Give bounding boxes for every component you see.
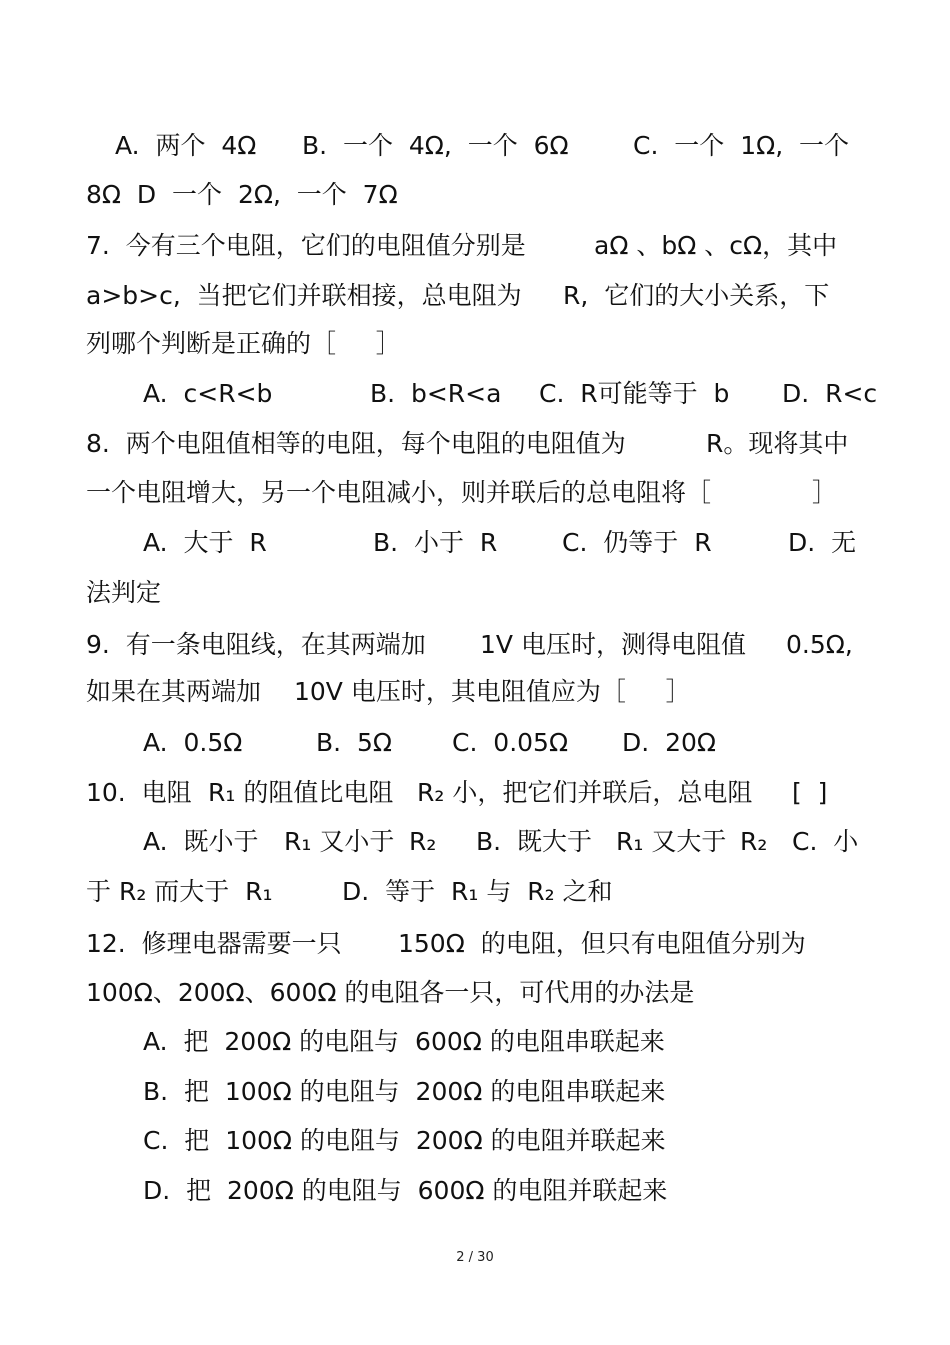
text-segment: D. 20Ω — [622, 728, 717, 757]
text-segment: A. 既小于 — [143, 827, 259, 856]
text-segment: 7. 今有三个电阻，它们的电阻值分别是 — [86, 231, 526, 260]
text-segment: B. 一个 4Ω, 一个 6Ω — [302, 131, 569, 160]
question-9-line — [0, 625, 950, 665]
text-segment: B. 既大于 — [476, 827, 592, 856]
text-segment: C. 一个 1Ω, 一个 — [633, 131, 850, 160]
text-segment: A. c<R<b — [143, 379, 273, 408]
text-segment: 0.5Ω, — [786, 630, 853, 659]
text-segment: 1V 电压时，测得电阻值 — [480, 630, 746, 659]
text-line — [0, 973, 950, 1013]
text-line — [0, 672, 950, 712]
text-segment: 9. 有一条电阻线，在其两端加 — [86, 630, 426, 659]
text-segment: D. 无 — [788, 528, 857, 557]
text-segment: ］ — [812, 478, 838, 507]
text-segment: 10V 电压时，其电阻值应为［ ］ — [294, 677, 691, 706]
text-line — [0, 473, 950, 513]
options-line — [0, 723, 950, 763]
text-segment: A. 把 200Ω 的电阻与 600Ω 的电阻串联起来 — [143, 1027, 665, 1056]
text-segment: 法判定 — [86, 578, 162, 607]
text-line — [0, 276, 950, 316]
text-line — [0, 872, 950, 912]
text-segment: 100Ω、200Ω、600Ω 的电阻各一只，可代用的办法是 — [86, 978, 695, 1007]
text-line — [0, 175, 950, 215]
text-segment: a>b>c, 当把它们并联相接，总电阻为 — [86, 281, 522, 310]
options-line — [0, 523, 950, 563]
text-line — [0, 126, 950, 166]
text-segment: B. 5Ω — [316, 728, 393, 757]
text-segment: B. 小于 R — [373, 528, 498, 557]
text-segment: R。现将其中 — [706, 429, 849, 458]
text-segment: 150Ω 的电阻，但只有电阻值分别为 — [398, 929, 806, 958]
text-segment: R₂ 小，把它们并联后，总电阻 — [417, 778, 753, 807]
options-line — [0, 374, 950, 414]
page-number: 2 / 30 — [456, 1250, 494, 1265]
text-line — [0, 573, 950, 613]
option-line — [0, 1121, 950, 1161]
text-segment: R, 它们的大小关系，下 — [563, 281, 830, 310]
text-segment: C. 0.05Ω — [452, 728, 569, 757]
text-segment: 12. 修理电器需要一只 — [86, 929, 342, 958]
text-segment: D. 等于 R₁ 与 R₂ 之和 — [342, 877, 613, 906]
text-segment: R₂ — [409, 827, 437, 856]
text-segment: A. 两个 4Ω — [115, 131, 257, 160]
text-segment: A. 大于 R — [143, 528, 267, 557]
text-segment: C. 把 100Ω 的电阻与 200Ω 的电阻并联起来 — [143, 1126, 666, 1155]
text-segment: 列哪个判断是正确的［ ］ — [86, 329, 401, 358]
question-10-line — [0, 773, 950, 813]
text-segment: 如果在其两端加 — [86, 677, 262, 706]
text-segment: B. 把 100Ω 的电阻与 200Ω 的电阻串联起来 — [143, 1077, 666, 1106]
text-segment: D. R<c — [782, 379, 878, 408]
text-line — [0, 324, 950, 364]
text-segment: B. b<R<a — [370, 379, 502, 408]
text-segment: 8. 两个电阻值相等的电阻，每个电阻的电阻值为 — [86, 429, 626, 458]
text-segment: aΩ 、bΩ 、cΩ，其中 — [594, 231, 838, 260]
text-segment: D. 把 200Ω 的电阻与 600Ω 的电阻并联起来 — [143, 1176, 668, 1205]
option-line — [0, 1072, 950, 1112]
question-8-line — [0, 424, 950, 464]
option-line — [0, 1022, 950, 1062]
text-segment: A. 0.5Ω — [143, 728, 243, 757]
text-segment: 于 R₂ 而大于 R₁ — [86, 877, 273, 906]
text-segment: 10. 电阻 — [86, 778, 192, 807]
question-12-line — [0, 924, 950, 964]
question-7-line — [0, 226, 950, 266]
text-segment: R₁ 又大于 — [616, 827, 727, 856]
option-line — [0, 1171, 950, 1211]
text-segment: R₁ 的阻值比电阻 — [208, 778, 394, 807]
text-segment: C. 小 — [792, 827, 859, 856]
text-segment: 8Ω D 一个 2Ω, 一个 7Ω — [86, 180, 398, 209]
text-segment: R₁ 又小于 — [284, 827, 395, 856]
text-segment: C. R可能等于 b — [539, 379, 730, 408]
text-segment: [ ] — [792, 778, 828, 807]
options-line — [0, 822, 950, 862]
text-segment: R₂ — [740, 827, 768, 856]
text-segment: C. 仍等于 R — [562, 528, 712, 557]
text-segment: 一个电阻增大，另一个电阻减小，则并联后的总电阻将［ — [86, 478, 712, 507]
